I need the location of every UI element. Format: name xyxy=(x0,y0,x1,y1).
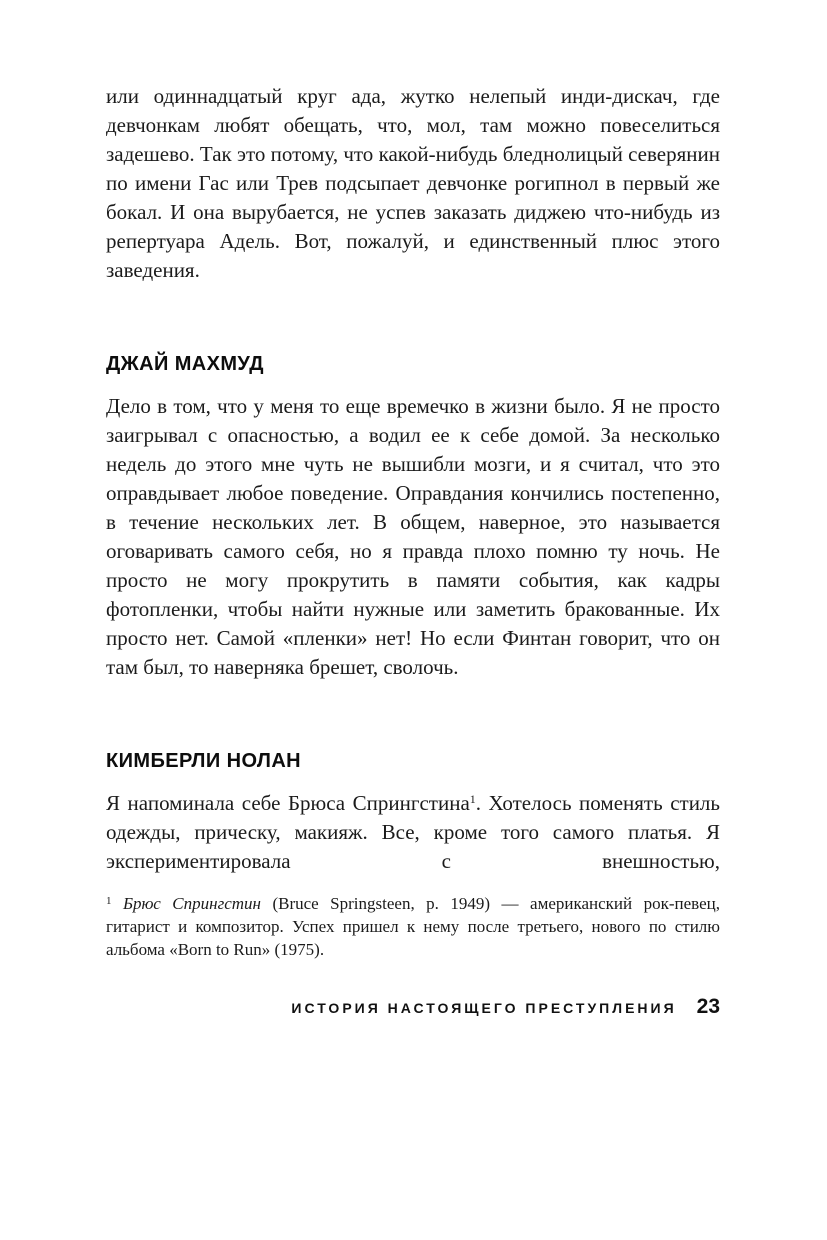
jai-mahmood-paragraph: Дело в том, что у меня то еще времечко в жизни было. Я не просто заигрывал с опасностью, а водил ее к себе домой. За несколько недель до этого мне чуть не вышибли мозги, и я считал, что это оправдывает любое поведение. Оправдания кончились постепенно, в течение нескольких лет. В общем, наверное, это называется оговаривать самого себя, но я правда плохо помню ту ночь. Не просто не могу прокрутить в памяти события, как кадры фотопленки, чтобы найти нужные или заметить бракованные. Их просто нет. Самой «пленки» нет! Но если Финтан говорит, что он там был, то наверняка брешет, сволочь. xyxy=(106,394,720,679)
footnote-reference-mark: 1 xyxy=(469,792,476,806)
section-header-jai-mahmood: ДЖАЙ МАХМУД xyxy=(106,353,264,375)
kimberly-paragraph-text-before-ref: Я напоминала себе Брюса Спрингстина xyxy=(106,791,470,815)
footnote-text xyxy=(106,892,720,961)
footnote-body-text: (Bruce Springsteen, р. 1949) — американский рок-певец, гитарист и композитор. Успех пришел к нему после третьего, нового по стилю альбома «Born to Run» (1975). xyxy=(106,894,720,959)
footnote-block xyxy=(106,892,720,961)
running-title: ИСТОРИЯ НАСТОЯЩЕГО ПРЕСТУПЛЕНИЯ xyxy=(291,1000,677,1016)
page-number: 23 xyxy=(696,995,720,1018)
intro-paragraph: или одиннадцатый круг ада, жутко нелепый инди-дискач, где девчонкам любят обещать, что, мол, там можно повеселиться задешево. Так это потому, что какой-нибудь бледнолицый северянин по имени Гас или Трев подсыпает девчонке рогипнол в первый же бокал. И она вырубается, не успев заказать диджею что-нибудь из репертуара Адель. Вот, пожалуй, и единственный плюс этого заведения. xyxy=(106,84,720,282)
section-header-kimberly-nolan: КИМБЕРЛИ НОЛАН xyxy=(106,750,302,772)
page-footer xyxy=(106,995,720,1019)
kimberly-paragraph-text-after-ref: . Хотелось поменять стиль одежды, прическу, макияж. Все, кроме того самого платья. Я экспериментировала с внешностью, xyxy=(106,791,720,873)
kimberly-nolan-paragraph xyxy=(106,789,720,876)
footnote-marker: 1 xyxy=(106,895,112,907)
footnote-term-italic: Брюс Спрингстин xyxy=(122,894,261,913)
